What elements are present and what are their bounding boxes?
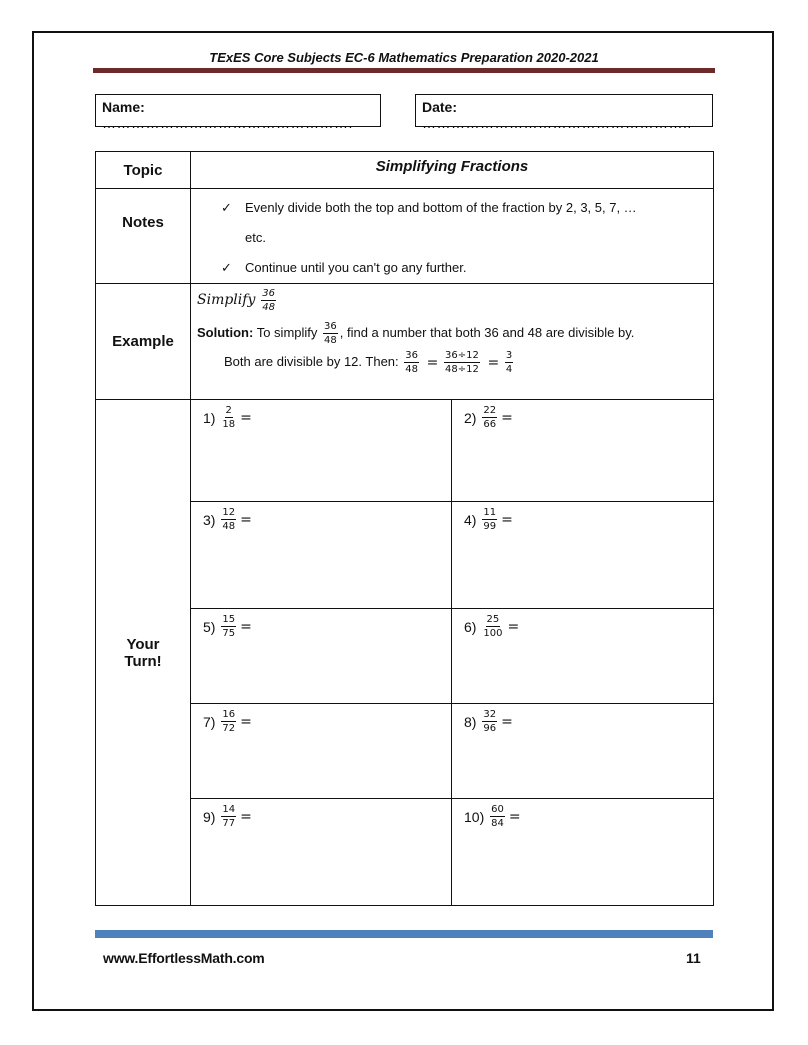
fraction: $\frac{11}{99}$ — [483, 507, 497, 532]
note-text-cont: etc. — [245, 230, 266, 245]
checkmark-icon: ✓ — [221, 200, 232, 215]
notes-cell — [191, 189, 714, 284]
fraction: $\frac{2}{18}$ — [222, 405, 236, 430]
fraction: $\frac{12}{48}$ — [222, 507, 236, 532]
notes-list — [191, 189, 713, 283]
example-prompt: Simplify $\frac{36}{48}$ — [197, 288, 275, 313]
checkmark-icon: ✓ — [221, 260, 232, 275]
header-rule — [93, 68, 715, 73]
problem-cell[interactable]: 2) $\frac{22}{66}$ = — [452, 400, 714, 502]
problem-cell[interactable]: 10) $\frac{60}{84}$ = — [452, 799, 714, 906]
fraction: $\frac{15}{75}$ — [222, 614, 236, 639]
page-number: 11 — [686, 950, 701, 966]
fraction: $\frac{3}{4}$ — [505, 350, 513, 375]
fraction: $\frac{36\div 12}{48\div 12}$ — [445, 350, 479, 375]
note-item — [221, 253, 713, 283]
date-field[interactable] — [415, 94, 713, 131]
note-text: Evenly divide both the top and bottom of the fraction by 2, 3, 5, 7, … — [245, 200, 637, 215]
fraction: $\frac{60}{84}$ — [491, 804, 504, 829]
footer-bar — [95, 930, 713, 938]
problem-cell[interactable]: 5) $\frac{15}{75}$ = — [191, 609, 452, 704]
example-solution: Solution: To simplify $\frac{36}{48}$ , find a number that both 36 and 48 are divisible by. — [197, 321, 635, 346]
fraction: $\frac{14}{77}$ — [222, 804, 236, 829]
topic-title: Simplifying Fractions — [191, 152, 714, 189]
problem-cell[interactable]: 9) $\frac{14}{77}$ = — [191, 799, 452, 906]
fraction: $\frac{16}{72}$ — [222, 709, 236, 734]
problem-cell[interactable]: 1) $\frac{2}{18}$ = — [191, 400, 452, 502]
footer-url[interactable]: www.EffortlessMath.com — [103, 950, 265, 966]
problem-cell[interactable]: 7) $\frac{16}{72}$ = — [191, 704, 452, 799]
notes-label: Notes — [96, 189, 191, 284]
date-dots: ……………………………………………….. — [422, 115, 692, 131]
fraction: $\frac{36}{48}$ — [405, 350, 419, 375]
topic-label: Topic — [96, 152, 191, 189]
example-steps: Both are divisible by 12. Then: $\frac{36}{48}$ = $\frac{36\div 12}{48\div 12}$ = $\frac{3}{4}$ — [224, 350, 513, 375]
example-cell — [191, 284, 714, 400]
fraction: $\frac{32}{96}$ — [483, 709, 497, 734]
problem-cell[interactable]: 3) $\frac{12}{48}$ = — [191, 502, 452, 609]
fraction: $\frac{36}{48}$ — [324, 321, 337, 346]
name-dots: ……………………………………………. — [102, 115, 353, 131]
example-label: Example — [96, 284, 191, 400]
fraction: $\frac{36}{48}$ — [262, 288, 275, 313]
name-field[interactable] — [95, 94, 381, 131]
your-turn-label: Your Turn! — [96, 400, 191, 906]
fraction: $\frac{25}{100}$ — [483, 614, 503, 639]
header-title: TExES Core Subjects EC-6 Mathematics Preparation 2020-2021 — [209, 50, 599, 65]
date-label: Date: — [422, 99, 458, 115]
fraction: $\frac{22}{66}$ — [483, 405, 497, 430]
worksheet-table — [95, 151, 714, 906]
problem-cell[interactable]: 4) $\frac{11}{99}$ = — [452, 502, 714, 609]
problem-cell[interactable]: 8) $\frac{32}{96}$ = — [452, 704, 714, 799]
note-item — [221, 193, 713, 253]
note-text: Continue until you can't go any further. — [245, 260, 467, 275]
name-label: Name: — [102, 99, 145, 115]
problem-cell[interactable]: 6) $\frac{25}{100}$ = — [452, 609, 714, 704]
